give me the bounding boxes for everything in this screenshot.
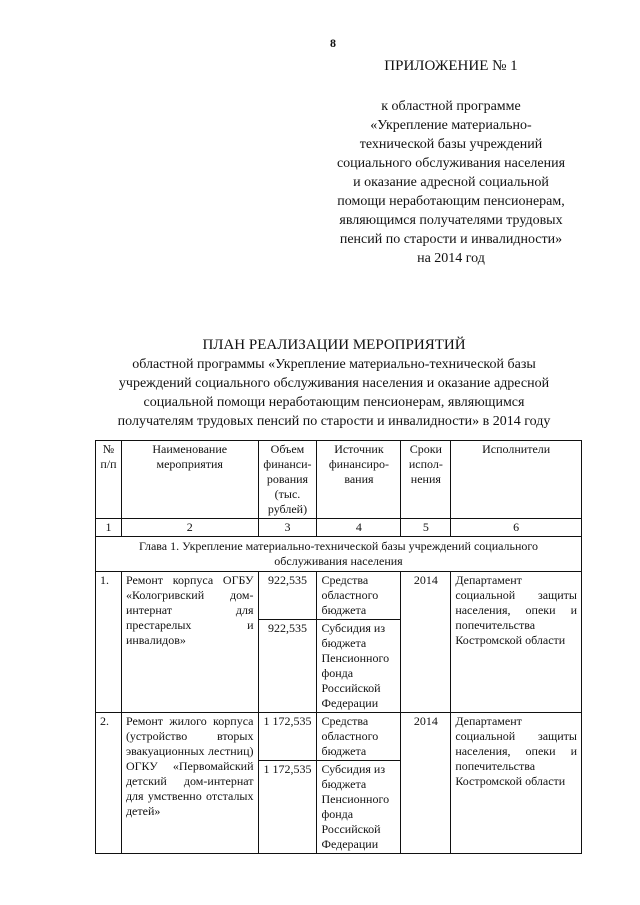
header-executor: Исполнители [451, 441, 582, 519]
column-numbers-row [96, 519, 582, 537]
page-number: 8 [330, 36, 336, 50]
header-name: Наименование мероприятия [121, 441, 258, 519]
appendix-line: пенсий по старости и инвалидности» [339, 232, 563, 247]
appendix-line: «Укрепление материально- [370, 118, 532, 133]
column-number: 5 [401, 519, 451, 537]
row-number: 1. [96, 572, 122, 713]
appendix-line: социального обслуживания населения [336, 156, 566, 171]
funding-amount: 1 172,535 [258, 761, 317, 854]
column-number: 2 [121, 519, 258, 537]
execution-term: 2014 [401, 713, 451, 854]
plan-subtitle-line: областной программы «Укрепление материально-технической базы [132, 357, 536, 372]
measure-name: Ремонт корпуса ОГБУ «Кологривский дом-интернат для престарелых и инвалидов» [121, 572, 258, 713]
header-source: Источник финансиро-вания [317, 441, 401, 519]
table-row [96, 572, 582, 620]
executor: Департамент социальной защиты населения, опеки и попечительства Костромской области [451, 713, 582, 854]
appendix-line: являющимся получателями трудовых [339, 213, 563, 228]
funding-source: Субсидия из бюджета Пенсионного фонда Российской Федерации [317, 761, 401, 854]
column-number: 4 [317, 519, 401, 537]
plan-heading [100, 336, 568, 431]
plan-table [95, 440, 582, 854]
row-number: 2. [96, 713, 122, 854]
header-number: № п/п [96, 441, 122, 519]
funding-source: Средства областного бюджета [317, 713, 401, 761]
appendix-line: помощи неработающим пенсионерам, [337, 194, 565, 209]
funding-amount: 922,535 [258, 572, 317, 620]
chapter-row [96, 537, 582, 572]
appendix-line: и оказание адресной социальной [353, 175, 549, 190]
plan-subtitle-line: учреждений социального обслуживания населения и оказание адресной [118, 376, 550, 391]
column-number: 6 [451, 519, 582, 537]
table-header-row [96, 441, 582, 519]
appendix-header [326, 58, 576, 268]
header-amount: Объем финанси-рования (тыс. рублей) [258, 441, 317, 519]
funding-source: Субсидия из бюджета Пенсионного фонда Российской Федерации [317, 620, 401, 713]
execution-term: 2014 [401, 572, 451, 713]
appendix-line: на 2014 год [417, 251, 485, 266]
funding-amount: 922,535 [258, 620, 317, 713]
funding-source: Средства областного бюджета [317, 572, 401, 620]
plan-subtitle-line: получателям трудовых пенсий по старости и инвалидности» в 2014 году [117, 414, 551, 429]
executor: Департамент социальной защиты населения, опеки и попечительства Костромской области [451, 572, 582, 713]
column-number: 3 [258, 519, 317, 537]
plan-title: ПЛАН РЕАЛИЗАЦИИ МЕРОПРИЯТИЙ [202, 337, 466, 353]
column-number: 1 [96, 519, 122, 537]
plan-subtitle-line: социальной помощи неработающим пенсионерам, являющимся [143, 395, 525, 410]
funding-amount: 1 172,535 [258, 713, 317, 761]
appendix-line: к областной программе [381, 99, 521, 114]
header-term: Сроки испол-нения [401, 441, 451, 519]
chapter-title: Глава 1. Укрепление материально-технической базы учреждений социального обслуживания населения [96, 537, 582, 572]
measure-name: Ремонт жилого корпуса (устройство вторых эвакуационных лестниц) ОГКУ «Первомайский детский дом-интернат для умственно отсталых детей» [121, 713, 258, 854]
table-row [96, 713, 582, 761]
appendix-line: технической базы учреждений [359, 137, 543, 152]
appendix-title: ПРИЛОЖЕНИЕ № 1 [384, 58, 518, 74]
